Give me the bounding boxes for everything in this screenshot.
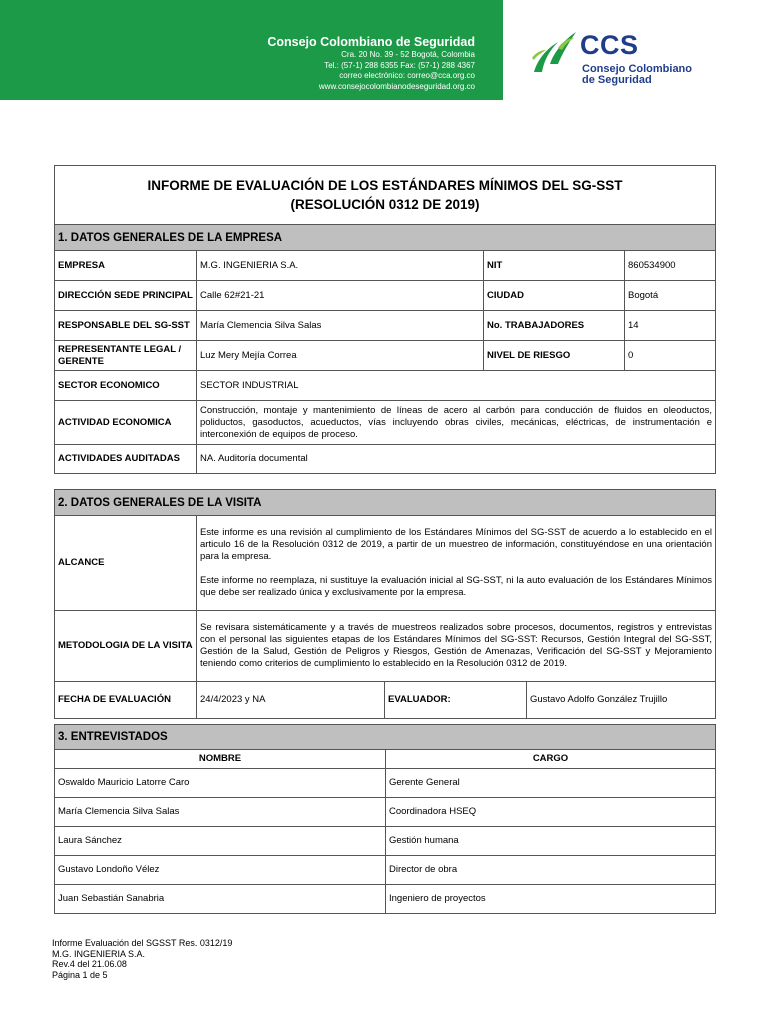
page-footer	[52, 938, 232, 980]
interviewees-box	[54, 724, 716, 914]
report-title-line2: (RESOLUCIÓN 0312 DE 2019)	[290, 197, 480, 212]
table-row	[55, 798, 715, 827]
table-row	[55, 682, 715, 718]
footer-doc-title: Informe Evaluación del SGSST Res. 0312/19	[52, 938, 233, 948]
leaf-logo-icon	[528, 28, 580, 78]
interviewee-role: Gerente General	[389, 777, 460, 788]
org-web: www.consejocolombianodeseguridad.org.co	[318, 81, 475, 91]
responsable-label: RESPONSABLE DEL SG-SST	[55, 311, 197, 340]
logo-subtitle-line1: Consejo Colombiano	[582, 63, 692, 75]
table-header-row	[55, 750, 715, 769]
section2-heading: 2. DATOS GENERALES DE LA VISITA	[55, 490, 715, 516]
empresa-value: M.G. INGENIERIA S.A.	[197, 251, 484, 280]
actividad-value: Construcción, montaje y mantenimiento de líneas de acero al carbón para conducción de fluidos en oleoductos, poliductos, gasoductos, acueductos, vías incluyendo obras civiles, mecánicas, eléctricas, de instrumentación e interconexión de equipos de proceso.	[200, 404, 712, 440]
col-header-cargo: CARGO	[532, 753, 569, 764]
table-row	[55, 827, 715, 856]
table-row	[55, 311, 715, 341]
report-title	[55, 166, 715, 225]
interviewee-name: Gustavo Londoño Vélez	[55, 856, 386, 884]
representante-label: REPRESENTANTE LEGAL / GERENTE	[55, 341, 197, 370]
table-row	[55, 371, 715, 401]
responsable-value: María Clemencia Silva Salas	[197, 311, 484, 340]
footer-company: M.G. INGENIERIA S.A.	[52, 948, 146, 959]
table-row	[55, 251, 715, 281]
logo-subtitle	[582, 64, 692, 86]
trabajadores-value: 14	[628, 319, 639, 331]
direccion-label: DIRECCIÓN SEDE PRINCIPAL	[55, 281, 197, 310]
alcance-paragraph-2: Este informe no reemplaza, ni sustituye la evaluación inicial al SG-SST, ni la auto evaluación de los Estándares Mínimos que debe ser realizado única y exclusivamente por la empresa.	[200, 575, 712, 598]
company-data-box	[54, 165, 716, 474]
metodologia-label: METODOLOGIA DE LA VISITA	[55, 611, 197, 681]
fecha-value: 24/4/2023 y NA	[197, 682, 385, 718]
section3-heading: 3. ENTREVISTADOS	[55, 725, 715, 750]
representante-value: Luz Mery Mejía Correa	[197, 341, 484, 370]
table-row	[55, 885, 715, 913]
org-email: correo electrónico: correo@cca.org.co	[339, 71, 475, 80]
nit-value: 860534900	[628, 259, 676, 271]
visit-data-box	[54, 489, 716, 719]
table-row	[55, 341, 715, 371]
ciudad-value: Bogotá	[628, 289, 659, 301]
ccs-logo	[528, 28, 728, 92]
empresa-label: EMPRESA	[55, 251, 197, 280]
table-row	[55, 445, 715, 473]
footer-page-number: Página 1 de 5	[52, 969, 108, 980]
table-row	[55, 856, 715, 885]
riesgo-value: 0	[628, 349, 634, 361]
evaluador-value: Gustavo Adolfo González Trujillo	[530, 694, 668, 705]
interviewee-name: Juan Sebastián Sanabria	[55, 885, 386, 913]
footer-revision: Rev.4 del 21.06.08	[52, 959, 127, 969]
riesgo-label: NIVEL DE RIESGO	[484, 341, 625, 370]
org-name: Consejo Colombiano de Seguridad	[267, 35, 475, 49]
interviewee-role: Coordinadora HSEQ	[389, 806, 477, 817]
logo-subtitle-line2: de Seguridad	[582, 74, 652, 86]
table-row	[55, 516, 715, 611]
interviewee-role: Director de obra	[389, 864, 458, 875]
org-address: Cra. 20 No. 39 - 52 Bogotá, Colombia	[341, 50, 475, 59]
report-title-line1: INFORME DE EVALUACIÓN DE LOS ESTÁNDARES MÍNIMOS DEL SG-SST	[147, 178, 623, 193]
org-contact-block	[267, 35, 475, 92]
interviewee-role: Ingeniero de proyectos	[389, 893, 486, 904]
auditadas-value: NA. Auditoría documental	[200, 453, 308, 464]
interviewee-name: María Clemencia Silva Salas	[55, 798, 386, 826]
auditadas-label: ACTIVIDADES AUDITADAS	[55, 445, 197, 473]
table-row	[55, 281, 715, 311]
table-row	[55, 401, 715, 445]
sector-value: SECTOR INDUSTRIAL	[200, 379, 299, 391]
trabajadores-label: No. TRABAJADORES	[484, 311, 625, 340]
alcance-value	[197, 516, 715, 610]
alcance-label: ALCANCE	[55, 516, 197, 610]
interviewee-name: Laura Sánchez	[55, 827, 386, 855]
table-row	[55, 769, 715, 798]
interviewee-name: Oswaldo Mauricio Latorre Caro	[55, 769, 386, 797]
org-phone: Tel.: (57-1) 288 6355 Fax: (57-1) 288 4367	[324, 60, 475, 70]
nit-label: NIT	[484, 251, 625, 280]
actividad-label: ACTIVIDAD ECONOMICA	[55, 401, 197, 444]
alcance-paragraph-1: Este informe es una revisión al cumplimiento de los Estándares Mínimos del SG-SST de acuerdo a lo establecido en el articulo 16 de la Resolución 0312 de 2019, a partir de un muestreo de información, constituyéndose en una orientación para la empresa.	[200, 527, 712, 562]
sector-label: SECTOR ECONOMICO	[55, 371, 197, 400]
section1-heading: 1. DATOS GENERALES DE LA EMPRESA	[55, 225, 715, 251]
evaluador-label: EVALUADOR:	[385, 682, 527, 718]
logo-ccs-text: CCS	[580, 30, 639, 60]
direccion-value: Calle 62#21-21	[197, 281, 484, 310]
interviewee-role: Gestión humana	[389, 835, 459, 846]
col-header-nombre: NOMBRE	[55, 750, 386, 768]
metodologia-value: Se revisara sistemáticamente y a través de muestreos realizados sobre procesos, documentos, registros y entrevistas con el personal las siguientes etapas de los Estándares Mínimos del SG-SST: Recursos, Gestión Integral del SG-SST, Gestión de la Salud, Gestión de Peligros y Riesgos, Gestión de Amenazas, Verificación del SG-SST y Mejoramiento teniendo como criterios de cumplimiento lo establecido en la Resolución 0312 de 2019.	[200, 622, 712, 669]
table-row	[55, 611, 715, 682]
header-banner	[0, 0, 503, 100]
ciudad-label: CIUDAD	[484, 281, 625, 310]
fecha-label: FECHA DE EVALUACIÓN	[55, 682, 197, 718]
